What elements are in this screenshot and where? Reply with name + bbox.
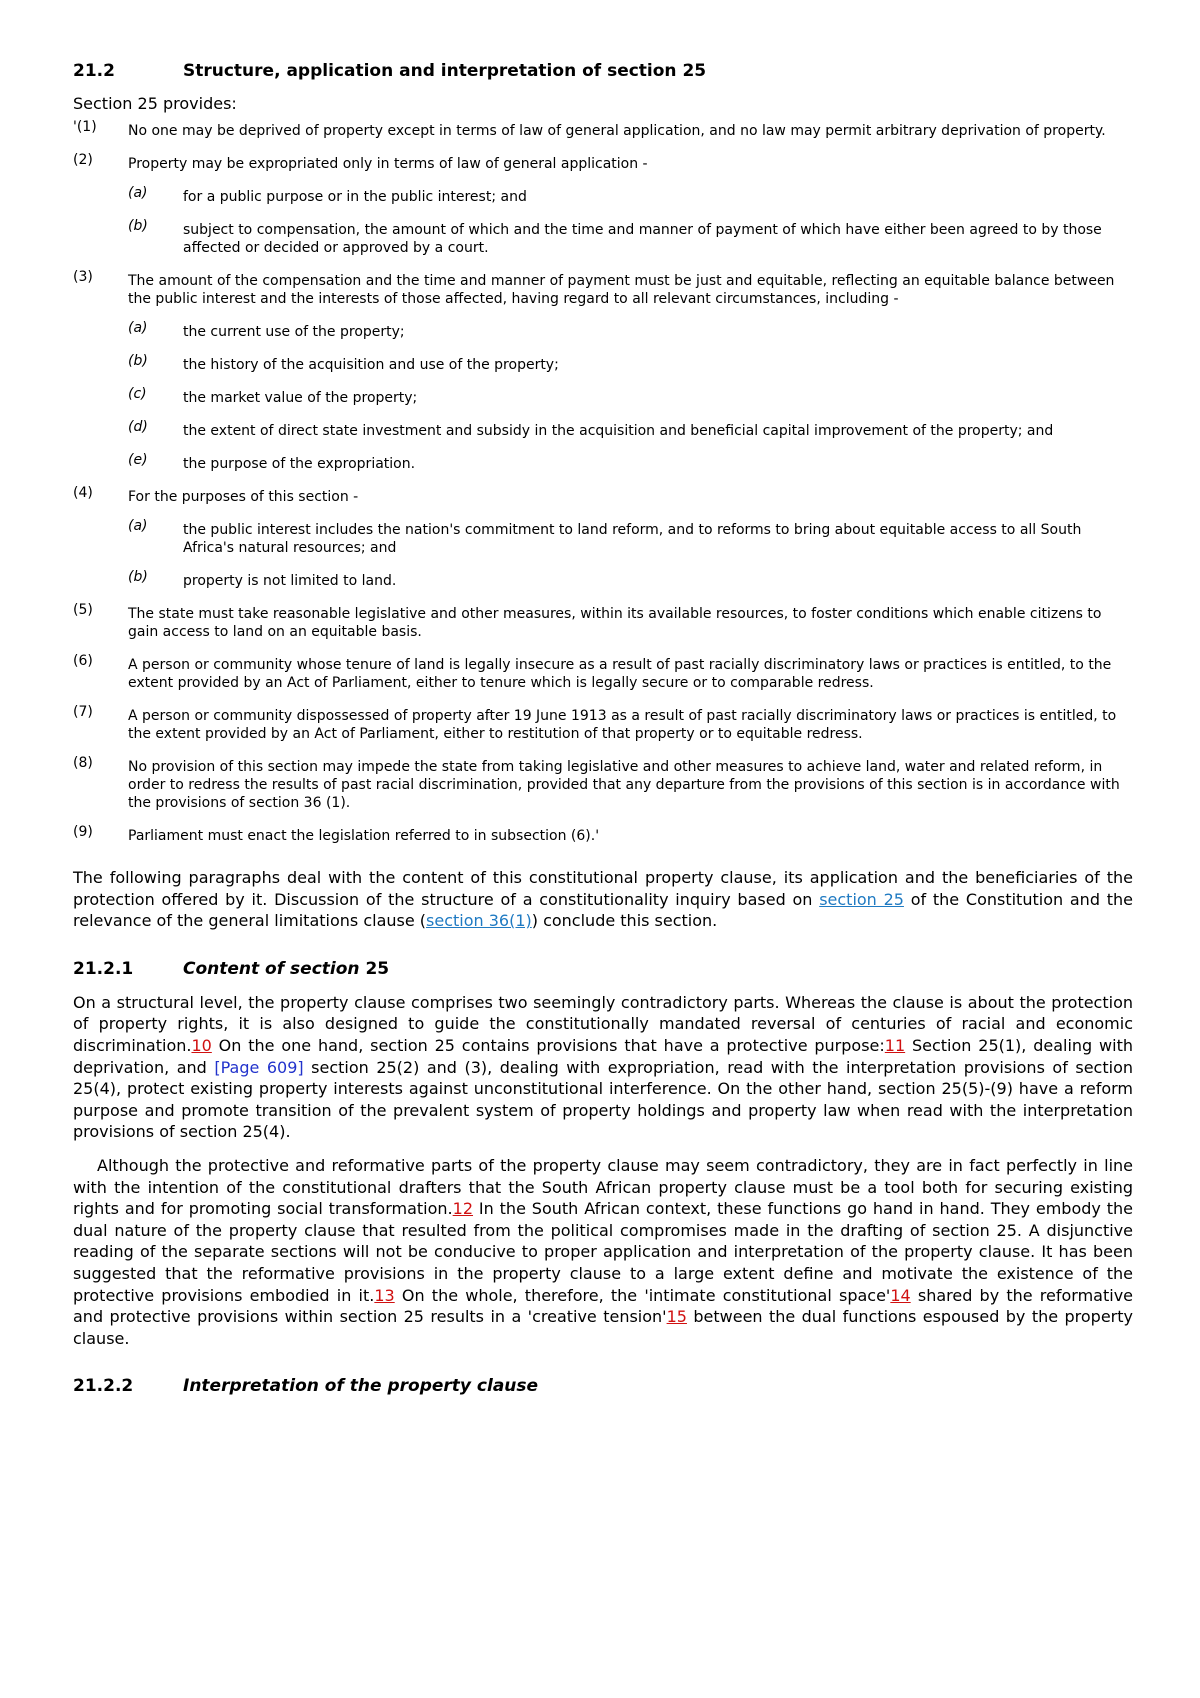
document-page: [73, 60, 1133, 1409]
subsection-marker: '(1): [73, 119, 97, 135]
subsection-text: No provision of this section may impede the state from taking legislative and other measures to achieve land, water and related reform, in order to redress the results of past racial discrimination, provided that any departure from the provisions of this section is in accordance with the provisions of section 36 (1).: [128, 759, 1120, 811]
paragraph-content: [73, 992, 1133, 1143]
subsection-text: The state must take reasonable legislative and other measures, within its available resources, to foster conditions which enable citizens to gain access to land on an equitable basis.: [128, 606, 1102, 640]
item-text: for a public purpose or in the public interest; and: [183, 189, 527, 205]
subsection-heading-content: [73, 958, 1133, 980]
paragraph-text: shared by the reformative and protective provisions within section 25 results in a 'creative tension': [73, 1285, 1134, 1327]
heading-title: Interpretation of the property clause: [183, 1376, 539, 1397]
subsection-6: [73, 653, 1133, 692]
paragraph-text: section 25(2) and (3), dealing with expropriation, read with the interpretation provisions of section 25(4), protect existing property interests against unconstitutional interference. On the other hand, section 25(5)-(9) have a reform purpose and promote transition of the prevalent system of property holdings and property law when read with the interpretation provisions of section 25(4).: [73, 1057, 1134, 1142]
subsection-marker: (7): [73, 704, 93, 720]
subsection-marker: (4): [73, 485, 93, 501]
paragraph-dual-nature: [73, 1155, 1133, 1349]
subsection-7: [73, 704, 1133, 743]
item-marker: (d): [128, 419, 148, 435]
footnote-11-link[interactable]: 11: [884, 1035, 906, 1055]
subsection-9: [73, 824, 1133, 845]
subsection-item: [128, 518, 1133, 557]
subsection-marker: (9): [73, 824, 93, 840]
subsection-item: [128, 569, 1133, 590]
subsection-marker: (6): [73, 653, 93, 669]
paragraph-text: ) conclude this section.: [531, 911, 718, 931]
section-title: Structure, application and interpretation of section 25: [183, 61, 707, 81]
paragraph-text: between the dual functions espoused by the property clause.: [73, 1307, 1133, 1348]
subsection-text: Property may be expropriated only in terms of law of general application -: [128, 156, 648, 172]
heading-number: 21.2.2: [73, 1376, 134, 1397]
item-text: the extent of direct state investment and subsidy in the acquisition and beneficial capital improvement of the property; and: [183, 423, 1054, 439]
subsection-8: [73, 755, 1133, 812]
section-number: 21.2: [73, 61, 115, 81]
subsection-item: [128, 320, 1133, 341]
paragraph-text: On the whole, therefore, the 'intimate constitutional space': [394, 1285, 891, 1305]
subsection-text: For the purposes of this section -: [128, 489, 359, 505]
subsection-2: [73, 152, 1133, 173]
section-36-link[interactable]: section 36(1): [426, 911, 532, 931]
heading-number: 21.2.1: [73, 958, 134, 979]
footnote-12-link[interactable]: 12: [452, 1199, 474, 1219]
paragraph-text: Section 25(1), dealing with deprivation, and: [73, 1035, 1133, 1077]
item-marker: (a): [128, 320, 148, 336]
item-text: the market value of the property;: [183, 390, 418, 406]
subsection-heading-interpretation: [73, 1375, 1133, 1397]
item-text: subject to compensation, the amount of which and the time and manner of payment of which have either been agreed to by those affected or decided or approved by a court.: [183, 222, 1102, 256]
item-marker: (b): [128, 353, 148, 369]
item-text: the current use of the property;: [183, 324, 405, 340]
section-heading: [73, 60, 1133, 82]
heading-title-suffix: 25: [359, 958, 390, 979]
footnote-14-link[interactable]: 14: [890, 1285, 911, 1305]
subsection-text: The amount of the compensation and the time and manner of payment must be just and equitable, reflecting an equitable balance between the public interest and the interests of those affected, having regard to all relevant circumstances, including -: [128, 273, 1115, 307]
page-reference: [Page 609]: [214, 1057, 304, 1077]
paragraph-text: The following paragraphs deal with the content of this constitutional property clause, its application and the beneficiaries of the protection offered by it. Discussion of the structure of a constitutionality inquiry based on: [73, 868, 1133, 909]
subsection-text: A person or community dispossessed of property after 19 June 1913 as a result of past racially discriminatory laws or practices is entitled, to the extent provided by an Act of Parliament, either to restitution of that property or to equitable redress.: [128, 708, 1117, 742]
item-text: property is not limited to land.: [183, 573, 397, 589]
subsection-marker: (3): [73, 269, 93, 285]
paragraph-overview: [73, 867, 1133, 932]
subsection-item: [128, 353, 1133, 374]
item-text: the public interest includes the nation's commitment to land reform, and to reforms to bring about equitable access to all South Africa's natural resources; and: [183, 522, 1082, 556]
item-text: the history of the acquisition and use of the property;: [183, 357, 559, 373]
paragraph-text: Although the protective and reformative parts of the property clause may seem contradictory, they are in fact perfectly in line with the intention of the constitutional drafters that the South African property clause must be a tool both for securing existing rights and for promoting social transformation.: [73, 1155, 1133, 1219]
paragraph-text: On a structural level, the property clause comprises two seemingly contradictory parts. Whereas the clause is about the protection of property rights, it is also designed to guide the constitutionally mandated reversal of centuries of racial and economic discrimination.: [73, 992, 1133, 1055]
footnote-10-link[interactable]: 10: [191, 1035, 212, 1055]
subsection-marker: (8): [73, 755, 93, 771]
item-marker: (a): [128, 518, 148, 534]
heading-title: Content of section: [183, 958, 360, 979]
footnote-15-link[interactable]: 15: [666, 1307, 687, 1327]
item-marker: (b): [128, 569, 148, 585]
paragraph-text: On the one hand, section 25 contains provisions that have a protective purpose:: [211, 1035, 885, 1055]
footnote-13-link[interactable]: 13: [374, 1285, 395, 1305]
subsection-item: [128, 452, 1133, 473]
item-marker: (c): [128, 386, 147, 402]
subsection-marker: (5): [73, 602, 93, 618]
item-text: the purpose of the expropriation.: [183, 456, 416, 472]
paragraph-text: In the South African context, these functions go hand in hand. They embody the dual nature of the property clause that resulted from the political compromises made in the drafting of section 25. A disjunctive reading of the separate sections will not be conducive to proper application and interpretation of the property clause. It has been suggested that the reformative provisions in the property clause to a large extent define and motivate the existence of the protective provisions embodied in it.: [73, 1199, 1134, 1305]
intro-text: Section 25 provides:: [73, 94, 237, 113]
subsection-1: [73, 119, 1133, 140]
subsection-list: [73, 119, 1133, 845]
paragraph-text: of the Constitution and the relevance of the general limitations clause (: [73, 889, 1134, 931]
subsection-text: A person or community whose tenure of land is legally insecure as a result of past racially discriminatory laws or practices is entitled, to the extent provided by an Act of Parliament, either to tenure which is legally secure or to comparable redress.: [128, 657, 1112, 691]
subsection-item: [128, 185, 1133, 206]
subsection-text: No one may be deprived of property except in terms of law of general application, and no law may permit arbitrary deprivation of property.: [128, 123, 1106, 139]
subsection-item: [128, 386, 1133, 407]
subsection-3: [73, 269, 1133, 308]
subsection-marker: (2): [73, 152, 93, 168]
subsection-text: Parliament must enact the legislation referred to in subsection (6).': [128, 828, 600, 844]
subsection-5: [73, 602, 1133, 641]
section-25-link[interactable]: section 25: [819, 889, 904, 909]
subsection-item: [128, 419, 1133, 440]
subsection-4: [73, 485, 1133, 506]
item-marker: (b): [128, 218, 148, 234]
item-marker: (e): [128, 452, 148, 468]
subsection-item: [128, 218, 1133, 257]
item-marker: (a): [128, 185, 148, 201]
